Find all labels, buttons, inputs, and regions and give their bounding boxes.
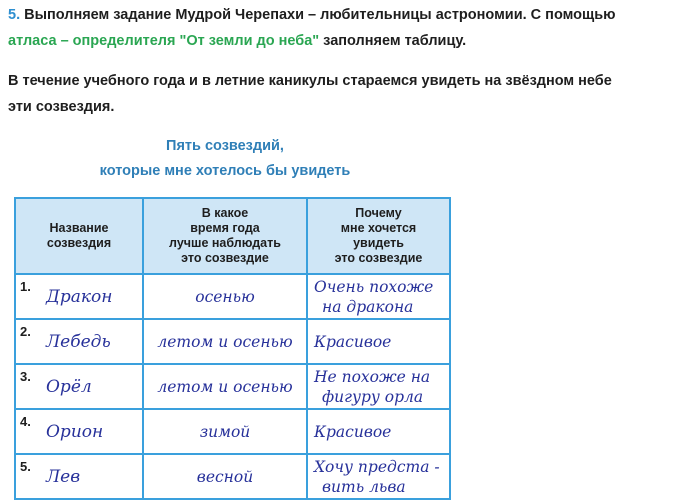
reason-text bbox=[308, 422, 449, 442]
reason-line-1: Красивое bbox=[314, 422, 392, 441]
header-reason bbox=[307, 198, 450, 274]
reason-line-1: Очень похоже bbox=[314, 277, 434, 296]
header-row bbox=[15, 198, 450, 274]
name-cell bbox=[15, 454, 143, 499]
season-cell bbox=[143, 409, 307, 454]
reason-text bbox=[308, 277, 449, 317]
header-text: лучше наблюдать bbox=[169, 236, 281, 250]
table-row bbox=[15, 274, 450, 319]
constellations-table bbox=[14, 197, 451, 500]
reason-cell bbox=[307, 454, 450, 499]
header-text: созвездия bbox=[46, 236, 112, 250]
row-number: 4. bbox=[20, 414, 31, 429]
season-text: летом и осенью bbox=[157, 377, 293, 396]
table-title-line-2: которые мне хотелось бы увидеть bbox=[99, 163, 351, 179]
task-text-after: заполняем таблицу. bbox=[319, 33, 467, 49]
reason-line-1: Красивое bbox=[314, 332, 392, 351]
name-cell bbox=[15, 319, 143, 364]
header-text: В какое bbox=[201, 206, 249, 220]
table-title-line-1: Пять созвездий, bbox=[166, 138, 284, 154]
table-row bbox=[15, 454, 450, 499]
season-text: осенью bbox=[195, 287, 255, 306]
task-text-before: Выполняем задание Мудрой Черепахи – любительницы астрономии. С помощью bbox=[20, 7, 616, 23]
instruction-paragraph bbox=[8, 68, 678, 120]
header-text: Название bbox=[49, 221, 109, 235]
reason-cell bbox=[307, 364, 450, 409]
header-text: это созвездие bbox=[334, 251, 423, 265]
table-row bbox=[15, 319, 450, 364]
reason-text bbox=[308, 367, 449, 407]
constellation-name: Орион bbox=[46, 421, 104, 442]
row-number: 1. bbox=[20, 279, 31, 294]
season-text: зимой bbox=[199, 422, 251, 441]
atlas-link[interactable]: атласа – определителя "От земли до неба" bbox=[8, 33, 320, 49]
reason-cell bbox=[307, 274, 450, 319]
task-paragraph bbox=[8, 2, 678, 54]
season-text: летом и осенью bbox=[157, 332, 293, 351]
table-row bbox=[15, 409, 450, 454]
instruction-line-2: эти созвездия. bbox=[8, 99, 115, 115]
name-cell bbox=[15, 364, 143, 409]
header-text: Почему bbox=[355, 206, 402, 220]
reason-line-2: на дракона bbox=[322, 297, 414, 316]
constellation-name: Дракон bbox=[46, 286, 113, 307]
table-row bbox=[15, 364, 450, 409]
season-text: весной bbox=[196, 467, 254, 486]
row-number: 3. bbox=[20, 369, 31, 384]
header-text: это созвездие bbox=[181, 251, 269, 265]
season-cell bbox=[143, 274, 307, 319]
season-cell bbox=[143, 364, 307, 409]
constellation-name: Лев bbox=[46, 466, 81, 487]
reason-line-2: фигуру орла bbox=[322, 387, 424, 406]
season-cell bbox=[143, 319, 307, 364]
reason-line-1: Хочу предста - bbox=[314, 457, 440, 476]
reason-cell bbox=[307, 319, 450, 364]
season-cell bbox=[143, 454, 307, 499]
header-season bbox=[143, 198, 307, 274]
header-text: время года bbox=[190, 221, 260, 235]
task-number: 5. bbox=[8, 7, 21, 23]
header-text: увидеть bbox=[353, 236, 404, 250]
header-text: мне хочется bbox=[340, 221, 417, 235]
reason-text bbox=[308, 332, 449, 352]
row-number: 2. bbox=[20, 324, 31, 339]
constellation-name: Лебедь bbox=[46, 331, 111, 352]
instruction-line-1: В течение учебного года и в летние каникулы стараемся увидеть на звёздном небе bbox=[8, 73, 612, 89]
reason-text bbox=[308, 457, 449, 497]
name-cell bbox=[15, 409, 143, 454]
table-title bbox=[0, 134, 450, 184]
reason-line-1: Не похоже на bbox=[314, 367, 431, 386]
reason-line-2: вить льва bbox=[322, 477, 406, 496]
reason-cell bbox=[307, 409, 450, 454]
row-number: 5. bbox=[20, 459, 31, 474]
header-constellation-name bbox=[15, 198, 143, 274]
constellation-name: Орёл bbox=[46, 376, 92, 397]
name-cell bbox=[15, 274, 143, 319]
